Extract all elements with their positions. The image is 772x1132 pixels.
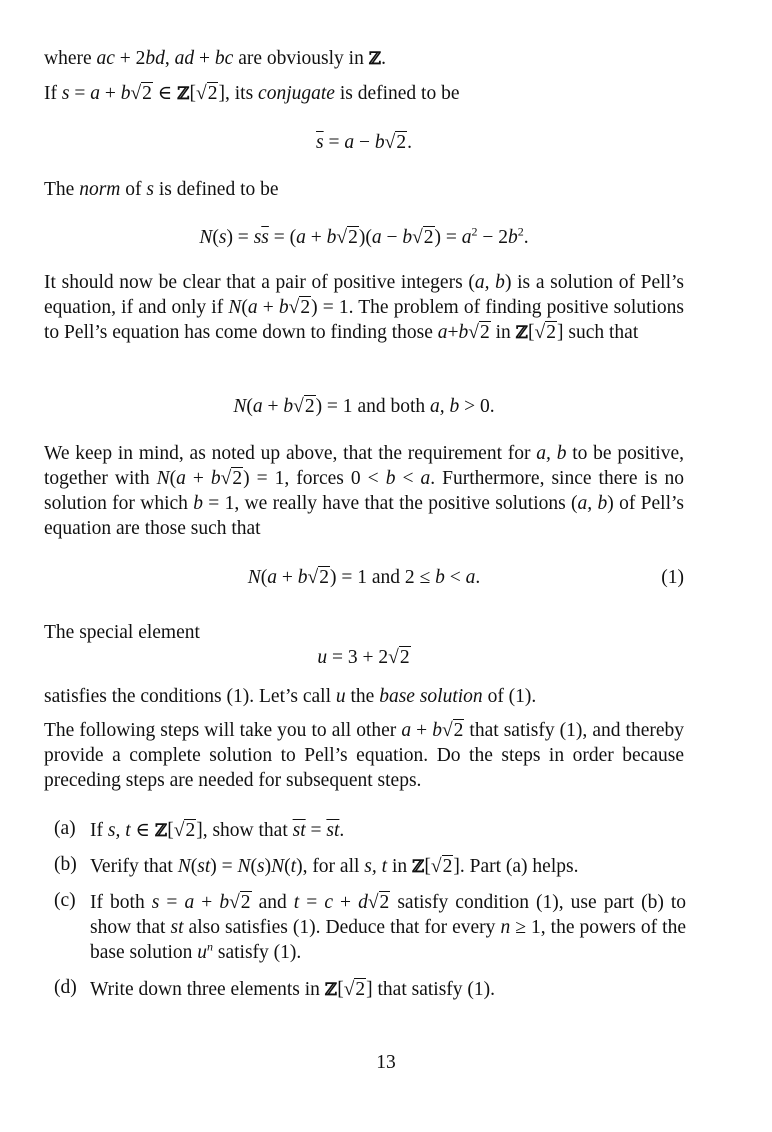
paragraph-positive-requirement: We keep in mind, as noted up above, that the requirement for a, b to be positive, together with N(a + b√2) = 1, forces 0 < b < a. Furthermore, since there is no solution for which b = 1, we really have that the positive solutions (a, b) of Pell’s equation are those such that: [44, 443, 685, 539]
page-number: 13: [376, 1052, 396, 1073]
text-line-norm-def: The norm of s is defined to be: [44, 179, 279, 200]
equation-norm: $N(s) = s\overline{s} = (a + b√2)(a - b√2) = a^2 - 2b^2$.: [199, 224, 529, 248]
equation-norm-one: N(a + b√2) = 1 and both a, b > 0.: [233, 396, 495, 417]
item-label: (a): [54, 818, 76, 839]
equation-condition-1: N(a + b√2) = 1 and 2 ≤ b < a. (1): [247, 567, 684, 588]
text-line-conjugate-def: If s = a + b√2 ∈ ℤ[√2], its conjugate is defined to be: [44, 83, 460, 104]
equation-conjugate: $\overline{s} = a - b√2$.: [316, 132, 412, 153]
equation-number: (1): [661, 567, 684, 588]
exercise-item-a: (a) If s, t ∈ ℤ[√2], show that $\overline{st} = \overline{s}\overline{t}$.: [54, 818, 345, 841]
paragraph-pell-solution: It should now be clear that a pair of positive integers (a, b) is a solution of Pell’s equation, if and only if N(a + b√2) = 1. The problem of finding positive solutions to Pell’s equation has come down to finding those a+b√2 in ℤ[√2] such that: [44, 272, 685, 343]
item-label: (c): [54, 890, 76, 911]
exercise-item-b: (b) Verify that N(st) = N(s)N(t), for all s, t in ℤ[√2]. Part (a) helps.: [54, 854, 579, 877]
text-line-intro: where ac + 2bd, ad + bc are obviously in ℤ.: [44, 48, 387, 69]
exercise-item-d: (d) Write down three elements in ℤ[√2] that satisfy (1).: [54, 977, 496, 1000]
exercise-item-c: (c) If both s = a + b√2 and t = c + d√2 satisfy condition (1), use part (b) to show that st also satisfies (1). Deduce that for every n ≥ 1, the powers of the base solution $u^n$ satisfy (1).: [54, 890, 687, 963]
equation-base-solution: u = 3 + 2√2: [317, 647, 410, 668]
paragraph-steps: The following steps will take you to all other a + b√2 that satisfy (1), and thereby provide a complete solution to Pell’s equation. Do the steps in order because preceding steps are needed for subsequent steps.: [44, 720, 685, 791]
text-line-special-element: The special element: [44, 622, 200, 643]
text-line-base-solution: satisfies the conditions (1). Let’s call u the base solution of (1).: [44, 686, 537, 707]
item-label: (d): [54, 977, 77, 998]
item-label: (b): [54, 854, 77, 875]
